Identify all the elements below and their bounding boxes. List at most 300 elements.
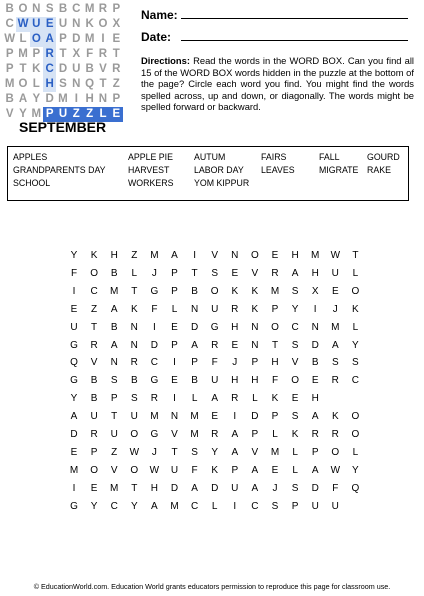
logo-row — [3, 92, 123, 107]
puzzle-letter: I — [173, 393, 176, 405]
puzzle-letter: H — [231, 375, 239, 387]
logo-letter: P — [43, 107, 56, 122]
puzzle-letter: B — [110, 267, 118, 279]
puzzle-letter: N — [251, 339, 259, 351]
logo-letter: P — [112, 3, 121, 15]
word-box-word: FALL — [319, 152, 340, 162]
logo-letter: I — [101, 33, 105, 45]
logo-letter: K — [32, 63, 41, 75]
puzzle-letter: J — [272, 482, 278, 494]
logo-row — [3, 32, 123, 47]
puzzle-letter: B — [191, 375, 198, 387]
puzzle-letter: A — [231, 429, 239, 440]
puzzle-letter: H — [251, 375, 259, 387]
puzzle-letter: A — [311, 411, 319, 423]
puzzle-letter: E — [70, 303, 78, 315]
puzzle-letter: L — [292, 464, 298, 476]
directions-body: Read the words in the WORD BOX. Can you find all 15 of the WORD BOX words hidden in the puzzle at the bottom of the page? Circle each word you find. You might find the words spelled across, up and down, or diagonally. The words might be spelled forward or backward. — [141, 55, 414, 113]
puzzle-letter: N — [170, 411, 179, 423]
logo-letter: U — [72, 63, 81, 75]
puzzle-letter: O — [331, 446, 340, 458]
puzzle-letter: W — [330, 464, 341, 476]
logo-letter: P — [112, 93, 121, 105]
puzzle-letter: U — [331, 267, 339, 279]
puzzle-letter: Y — [70, 393, 78, 405]
logo-letter: X — [112, 18, 121, 30]
puzzle-letter: Z — [111, 446, 118, 458]
puzzle-letter: W — [129, 446, 140, 458]
puzzle-letter: N — [311, 321, 319, 333]
puzzle-letter: L — [171, 303, 178, 315]
puzzle-letter: V — [251, 446, 259, 458]
puzzle-letter: E — [171, 375, 178, 387]
puzzle-letter: A — [311, 464, 319, 476]
directions-text — [141, 55, 414, 113]
word-box-word: YOM KIPPUR — [194, 178, 250, 188]
puzzle-letter: O — [351, 285, 360, 297]
puzzle-letter: E — [271, 464, 279, 476]
logo-letter: C — [43, 62, 56, 77]
word-box-word: SCHOOL — [13, 178, 51, 188]
puzzle-letter: A — [191, 482, 198, 494]
puzzle-letter: A — [191, 339, 198, 351]
puzzle-letter: A — [110, 339, 118, 351]
puzzle-letter: S — [291, 482, 299, 494]
word-box-word: AUTUM — [194, 152, 226, 162]
logo-letter: L — [32, 78, 40, 90]
puzzle-letter: K — [90, 250, 98, 261]
puzzle-letter: D — [211, 482, 219, 494]
word-box-word: APPLE PIE — [128, 152, 173, 162]
puzzle-letter: K — [331, 411, 339, 423]
puzzle-letter: L — [211, 500, 218, 512]
logo-letter: D — [72, 33, 81, 45]
puzzle-letter: K — [271, 393, 279, 405]
puzzle-letter: R — [150, 393, 158, 405]
logo-letter: P — [32, 48, 41, 60]
puzzle-letter: P — [191, 357, 198, 369]
logo-letter: B — [5, 3, 14, 15]
puzzle-letter: H — [271, 357, 279, 369]
puzzle-letter: R — [331, 429, 339, 440]
puzzle-letter: P — [110, 393, 118, 405]
puzzle-letter: O — [271, 321, 279, 333]
puzzle-letter: N — [231, 250, 239, 261]
puzzle-letter: P — [90, 446, 98, 458]
puzzle-letter: U — [130, 411, 138, 423]
puzzle-letter: I — [72, 285, 76, 297]
logo-letter: E — [110, 107, 123, 122]
logo-row — [3, 47, 123, 62]
word-box-word: GRANDPARENTS DAY — [13, 165, 106, 175]
logo-letter: Z — [112, 78, 120, 90]
puzzle-letter: D — [190, 321, 199, 333]
puzzle-letter: I — [233, 411, 237, 423]
date-line — [181, 40, 408, 41]
logo-letter: C — [5, 18, 14, 30]
logo-letter: O — [30, 32, 43, 47]
puzzle-letter: G — [150, 375, 159, 387]
puzzle-letter: A — [291, 267, 299, 279]
puzzle-letter: E — [70, 446, 78, 458]
puzzle-letter: T — [352, 250, 359, 261]
puzzle-letter: U — [331, 500, 339, 512]
puzzle-letter: D — [251, 411, 259, 423]
logo-letter: O — [18, 3, 28, 15]
puzzle-letter: O — [90, 464, 98, 476]
puzzle-letter: R — [90, 339, 98, 351]
puzzle-letter: V — [110, 464, 118, 476]
puzzle-letter: S — [271, 500, 279, 512]
puzzle-letter: Y — [352, 464, 359, 476]
puzzle-letter: A — [110, 303, 118, 315]
logo-letter: N — [72, 78, 81, 90]
puzzle-letter: U — [170, 464, 179, 476]
logo-row — [3, 77, 123, 92]
puzzle-letter: M — [270, 285, 280, 297]
logo-letter: H — [43, 77, 56, 92]
logo-letter: A — [18, 93, 28, 105]
puzzle-letter: O — [351, 429, 360, 440]
puzzle-letter: N — [130, 339, 138, 351]
puzzle-letter: R — [90, 429, 98, 440]
puzzle-letter: N — [110, 357, 118, 369]
puzzle-letter: S — [291, 285, 299, 297]
word-box-word: HARVEST — [128, 165, 170, 175]
puzzle-letter: F — [191, 464, 198, 476]
logo-letter: Z — [70, 107, 83, 122]
puzzle-letter: C — [351, 375, 359, 387]
puzzle-letter: V — [90, 357, 98, 369]
puzzle-letter: U — [211, 303, 219, 315]
puzzle-letter: U — [231, 482, 239, 494]
puzzle-letter: G — [150, 429, 159, 440]
logo-letter: T — [59, 48, 67, 60]
puzzle-letter: M — [190, 411, 199, 423]
puzzle-letter: R — [271, 267, 279, 279]
logo-letter: R — [43, 47, 56, 62]
puzzle-letter: D — [170, 482, 179, 494]
puzzle-letter: T — [171, 446, 178, 458]
puzzle-letter: E — [311, 375, 319, 387]
logo-letter: R — [112, 63, 121, 75]
puzzle-letter: R — [311, 429, 319, 440]
puzzle-letter: Y — [130, 500, 138, 512]
word-box-word: MIGRATE — [319, 165, 359, 175]
puzzle-letter: H — [291, 250, 299, 261]
puzzle-letter: O — [291, 375, 299, 387]
puzzle-letter: Y — [90, 500, 98, 512]
puzzle-letter: F — [271, 375, 279, 387]
puzzle-letter: K — [352, 303, 359, 315]
name-label: Name: — [141, 8, 178, 22]
date-label: Date: — [141, 30, 172, 44]
logo-letter: B — [58, 3, 68, 15]
puzzle-letter: Q — [70, 357, 78, 369]
logo-letter: V — [99, 63, 107, 75]
puzzle-letter: L — [352, 267, 359, 279]
puzzle-letter: N — [130, 321, 138, 333]
puzzle-letter: M — [110, 482, 119, 494]
puzzle-letter: T — [191, 267, 198, 279]
logo-letter: D — [45, 93, 54, 105]
puzzle-letter: X — [311, 285, 319, 297]
logo-letter: O — [18, 78, 28, 90]
puzzle-letter: I — [153, 321, 156, 333]
puzzle-letter: U — [211, 375, 219, 387]
logo-row — [3, 2, 123, 17]
puzzle-letter: M — [311, 250, 320, 261]
puzzle-letter: T — [131, 482, 138, 494]
puzzle-letter: O — [210, 285, 219, 297]
puzzle-letter: P — [171, 267, 178, 279]
puzzle-letter: L — [252, 393, 258, 405]
word-box-word: WORKERS — [128, 178, 174, 188]
puzzle-letter: C — [110, 500, 118, 512]
educationworld-logo-grid — [3, 2, 123, 120]
puzzle-letter: I — [313, 303, 317, 315]
puzzle-letter: P — [251, 357, 259, 369]
logo-letter: A — [43, 32, 56, 47]
logo-letter: S — [59, 78, 67, 90]
puzzle-letter: Y — [70, 250, 78, 261]
logo-letter: T — [99, 78, 107, 90]
puzzle-letter: B — [110, 321, 118, 333]
puzzle-letter: R — [231, 303, 239, 315]
logo-letter: U — [58, 18, 68, 30]
logo-letter: S — [45, 3, 54, 15]
puzzle-letter: O — [90, 267, 98, 279]
logo-letter: E — [43, 17, 56, 32]
puzzle-letter: A — [251, 482, 259, 494]
logo-letter: W — [17, 18, 29, 30]
logo-letter: Y — [32, 93, 41, 105]
puzzle-letter: I — [233, 500, 237, 512]
puzzle-letter: G — [70, 375, 78, 387]
puzzle-letter: E — [231, 267, 239, 279]
logo-letter: Y — [19, 108, 27, 120]
page-title: SEPTEMBER — [19, 119, 107, 135]
puzzle-letter: A — [231, 446, 239, 458]
puzzle-letter: L — [191, 393, 198, 405]
puzzle-letter: O — [351, 411, 360, 423]
puzzle-letter: Y — [352, 339, 359, 351]
puzzle-letter: E — [171, 321, 178, 333]
puzzle-letter: K — [130, 303, 138, 315]
logo-letter: W — [4, 33, 16, 45]
puzzle-letter: I — [72, 482, 76, 494]
puzzle-letter: D — [311, 482, 319, 494]
puzzle-letter: O — [130, 429, 139, 440]
puzzle-letter: D — [311, 339, 319, 351]
puzzle-letter: K — [231, 285, 239, 297]
puzzle-letter: J — [151, 267, 157, 279]
puzzle-letter: R — [211, 339, 219, 351]
logo-letter: P — [5, 48, 14, 60]
puzzle-letter: Q — [351, 482, 360, 494]
puzzle-letter: S — [110, 375, 118, 387]
puzzle-letter: N — [190, 303, 199, 315]
puzzle-letter: L — [272, 429, 278, 440]
logo-letter: N — [72, 18, 81, 30]
puzzle-letter: F — [332, 482, 339, 494]
puzzle-letter: G — [150, 285, 159, 297]
puzzle-letter: T — [271, 339, 279, 351]
puzzle-letter: U — [90, 411, 98, 423]
logo-row — [3, 62, 123, 77]
logo-letter: L — [96, 107, 109, 122]
logo-letter: M — [31, 108, 42, 120]
puzzle-letter: K — [251, 303, 259, 315]
puzzle-letter: U — [311, 500, 319, 512]
puzzle-letter: M — [170, 500, 179, 512]
puzzle-letter: V — [211, 250, 219, 261]
puzzle-letter: F — [211, 357, 218, 369]
puzzle-letter: M — [270, 446, 280, 458]
logo-letter: N — [32, 3, 41, 15]
word-box-word: LABOR DAY — [194, 165, 244, 175]
logo-letter: E — [112, 33, 121, 45]
logo-letter: N — [98, 93, 108, 105]
puzzle-letter: E — [90, 482, 98, 494]
logo-letter: M — [18, 48, 28, 60]
logo-letter: M — [4, 78, 15, 90]
puzzle-letter: J — [151, 446, 157, 458]
puzzle-letter: J — [332, 303, 338, 315]
puzzle-letter: K — [291, 429, 299, 440]
puzzle-letter: S — [291, 339, 299, 351]
puzzle-letter: A — [331, 339, 339, 351]
puzzle-letter: F — [70, 267, 78, 279]
logo-letter: C — [72, 3, 81, 15]
logo-letter: M — [58, 93, 68, 105]
puzzle-letter: V — [171, 429, 178, 440]
puzzle-letter: P — [171, 285, 178, 297]
puzzle-letter: H — [110, 250, 118, 261]
logo-letter: H — [85, 93, 94, 105]
puzzle-letter: K — [211, 464, 219, 476]
puzzle-letter: C — [190, 500, 199, 512]
logo-letter: O — [98, 18, 108, 30]
puzzle-letter: L — [352, 321, 359, 333]
puzzle-letter: O — [251, 250, 259, 261]
puzzle-letter: B — [311, 357, 319, 369]
puzzle-letter: O — [130, 464, 139, 476]
puzzle-letter: I — [173, 357, 176, 369]
puzzle-letter: M — [150, 411, 159, 423]
puzzle-letter: P — [231, 464, 239, 476]
puzzle-letter: I — [193, 250, 196, 261]
logo-letter: F — [86, 48, 94, 60]
puzzle-letter: B — [130, 375, 138, 387]
logo-letter: B — [5, 93, 14, 105]
logo-letter: T — [112, 48, 120, 60]
puzzle-letter: E — [211, 411, 219, 423]
puzzle-letter: U — [110, 429, 118, 440]
puzzle-letter: C — [150, 357, 158, 369]
puzzle-letter: R — [231, 393, 239, 405]
logo-letter: I — [74, 93, 78, 105]
puzzle-letter: S — [130, 393, 138, 405]
puzzle-letter: W — [149, 464, 160, 476]
puzzle-letter: C — [90, 285, 98, 297]
puzzle-letter: W — [330, 250, 341, 261]
directions-heading: Directions: — [141, 55, 190, 66]
puzzle-letter: M — [331, 321, 340, 333]
puzzle-letter: E — [271, 250, 279, 261]
copyright-footer: © EducationWorld.com. Education World grants educators permission to reproduce this page for classroom use. — [33, 582, 391, 591]
puzzle-letter: B — [191, 285, 198, 297]
puzzle-letter: G — [70, 339, 78, 351]
puzzle-letter: R — [130, 357, 138, 369]
puzzle-letter: P — [251, 429, 259, 440]
logo-letter: P — [59, 33, 67, 45]
puzzle-letter: G — [210, 321, 219, 333]
logo-letter: R — [98, 48, 108, 60]
word-box-word: FAIRS — [261, 152, 287, 162]
puzzle-letter: N — [251, 321, 259, 333]
puzzle-letter: T — [111, 411, 118, 423]
name-line — [181, 18, 408, 19]
logo-letter: P — [5, 63, 14, 75]
puzzle-letter: C — [251, 500, 259, 512]
logo-letter: M — [84, 3, 95, 15]
puzzle-letter: R — [211, 429, 219, 440]
word-box — [7, 146, 409, 201]
word-box-word: LEAVES — [261, 165, 295, 175]
puzzle-letter: U — [70, 321, 78, 333]
logo-letter: D — [58, 63, 68, 75]
puzzle-letter: P — [271, 411, 279, 423]
puzzle-letter: A — [171, 250, 178, 261]
puzzle-letter: Y — [211, 446, 219, 458]
puzzle-letter: B — [90, 393, 98, 405]
puzzle-letter: H — [311, 393, 319, 405]
puzzle-letter: S — [291, 411, 299, 423]
puzzle-letter: L — [292, 446, 298, 458]
puzzle-letter: V — [251, 267, 259, 279]
word-search-grid — [64, 250, 358, 514]
puzzle-letter: V — [291, 357, 299, 369]
puzzle-letter: P — [311, 446, 319, 458]
puzzle-letter: T — [131, 285, 138, 297]
puzzle-letter: B — [90, 375, 98, 387]
puzzle-letter: S — [191, 446, 198, 458]
puzzle-letter: K — [251, 285, 259, 297]
puzzle-letter: T — [91, 321, 98, 333]
puzzle-letter: D — [70, 429, 78, 440]
puzzle-letter: Z — [131, 250, 138, 261]
logo-letter: U — [30, 17, 43, 32]
puzzle-letter: S — [352, 357, 359, 369]
puzzle-letter: H — [311, 267, 319, 279]
puzzle-letter: Y — [291, 303, 299, 315]
logo-letter: K — [85, 18, 94, 30]
puzzle-letter: P — [171, 339, 178, 351]
puzzle-letter: M — [150, 250, 159, 261]
puzzle-letter: A — [211, 393, 219, 405]
puzzle-letter: S — [331, 357, 339, 369]
puzzle-letter: Z — [91, 303, 98, 315]
puzzle-letter: J — [232, 357, 238, 369]
puzzle-letter: D — [150, 339, 158, 351]
logo-letter: L — [19, 33, 27, 45]
word-box-word: APPLES — [13, 152, 48, 162]
puzzle-letter: M — [69, 464, 79, 476]
word-box-word: GOURD — [367, 152, 400, 162]
logo-letter: B — [85, 63, 94, 75]
puzzle-letter: A — [151, 500, 158, 512]
